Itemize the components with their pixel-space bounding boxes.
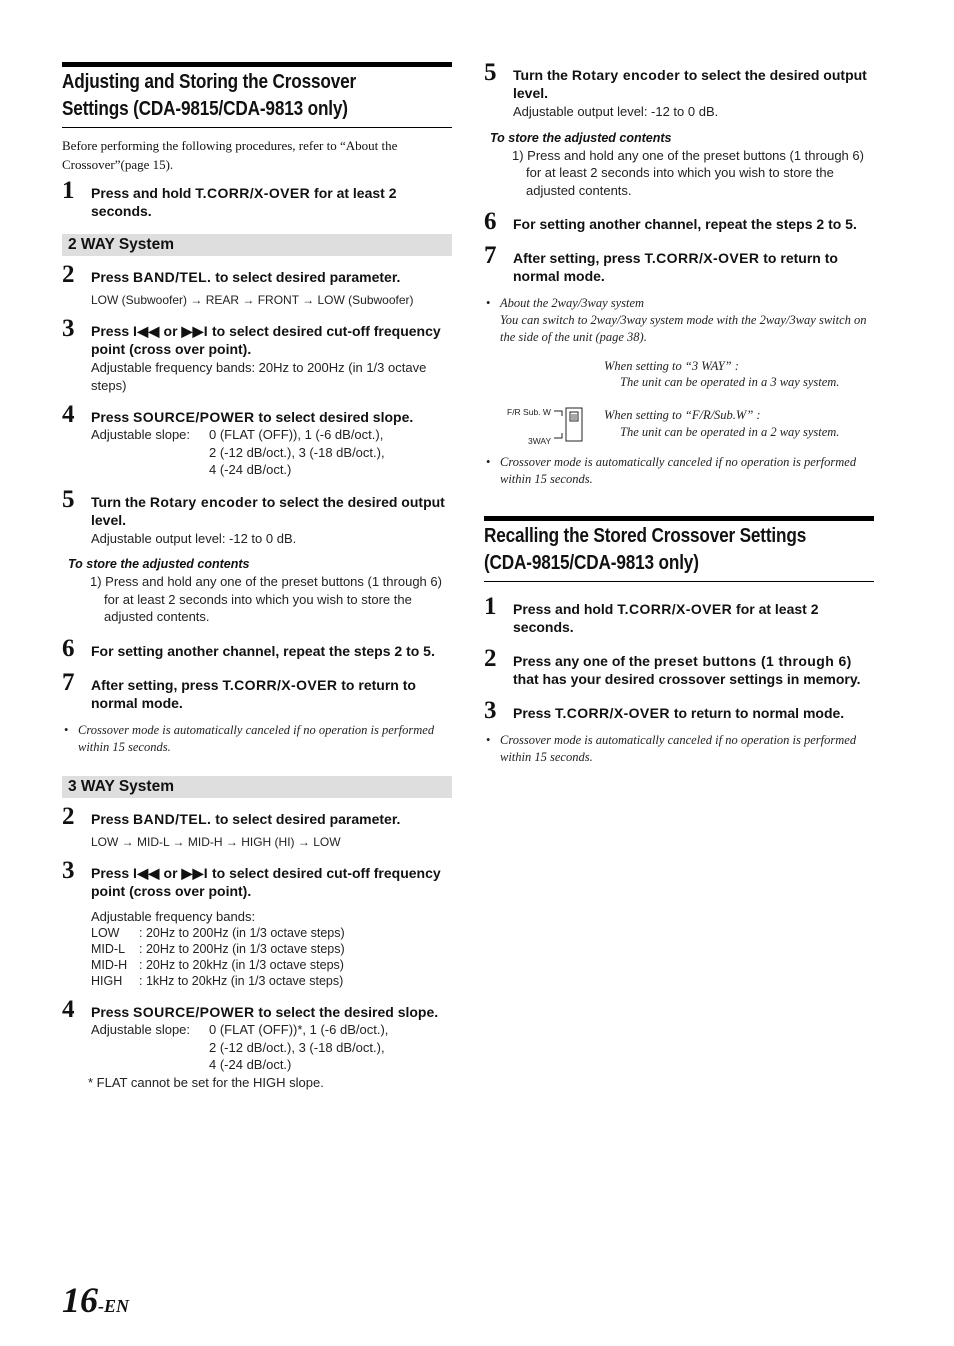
switch-diagram — [484, 358, 874, 446]
recall-step-2 — [484, 645, 874, 688]
band-row — [91, 973, 452, 989]
key-name: T.CORR/X-OVER — [195, 185, 311, 201]
step-text: Press any one of the — [513, 653, 654, 669]
step-text: Press — [91, 409, 134, 425]
step-text: that has your desired crossover settings in memory. — [513, 671, 861, 687]
key-name: T.CORR/X-OVER — [644, 250, 760, 266]
page-number-suffix: -EN — [98, 1296, 129, 1316]
diagram-text: The unit can be operated in a 2 way system. — [620, 425, 840, 439]
note-text: About the 2way/3way system — [500, 296, 645, 310]
band-name: HIGH — [91, 974, 123, 988]
slope-value: 4 (-24 dB/oct.) — [209, 462, 292, 477]
slope-label: Adjustable slope: — [91, 1022, 191, 1037]
note-text: Crossover mode is automatically canceled if no operation is performed within 15 seconds. — [500, 733, 857, 764]
band-range: : 1kHz to 20kHz (in 1/3 octave steps) — [139, 974, 344, 988]
step-number: 3 — [62, 315, 75, 342]
band-range: : 20Hz to 200Hz (in 1/3 octave steps) — [139, 942, 345, 956]
step-text: Press — [91, 1004, 134, 1020]
step-text: Press — [91, 269, 134, 285]
step-text: to select the desired output level. — [91, 493, 445, 528]
note-text: Crossover mode is automatically canceled if no operation is performed within 15 seconds. — [78, 722, 435, 754]
step-text: Press and hold — [91, 185, 196, 201]
note: • Crossover mode is automatically canceled if no operation is performed within 15 seconds. — [64, 722, 435, 754]
step-text: to select desired cut-off frequency point (cross over point). — [91, 323, 441, 357]
page-number — [62, 1278, 129, 1328]
diagram-text: When setting to “3 WAY” : — [604, 359, 739, 373]
key-name: SOURCE/POWER — [133, 409, 255, 425]
footnote: * FLAT cannot be set for the HIGH slope. — [88, 1074, 324, 1090]
step-text: Turn the — [513, 67, 572, 83]
step-text: to select the desired slope. — [254, 1004, 439, 1020]
about-note: • About the 2way/3way system You can switch to 2way/3way system mode with the 2way/3way switch on the side of the unit (page 38). — [484, 295, 874, 346]
store-heading: To store the adjusted contents — [490, 130, 672, 145]
note-text: You can switch to 2way/3way system mode with the 2way/3way switch on the side of the unit (page 38). — [500, 313, 867, 344]
key-name: Rotary encoder — [571, 67, 681, 83]
step-number: 6 — [484, 208, 497, 235]
band-name: MID-H — [91, 958, 128, 972]
key-name: SOURCE/POWER — [133, 1004, 255, 1020]
step-text: or — [159, 323, 182, 339]
step-text: to select desired cut-off frequency point (cross over point). — [91, 864, 441, 899]
step-number: 6 — [62, 634, 75, 662]
step-1 — [62, 177, 452, 220]
step-text: Turn the — [91, 493, 150, 510]
next-track-icon: ▶▶I — [181, 864, 209, 881]
band-name: LOW — [91, 926, 120, 940]
prev-track-icon: I◀◀ — [133, 323, 160, 339]
key-name: BAND/TEL. — [133, 810, 212, 827]
2way-step-3 — [62, 315, 452, 394]
slope-values — [91, 1021, 452, 1074]
step-detail: Adjustable frequency bands: 20Hz to 200Hz (in 1/3 octave steps) — [91, 360, 427, 393]
2way-step-6 — [62, 634, 452, 662]
step-number: 4 — [62, 401, 75, 428]
key-name: preset buttons (1 through 6) — [653, 653, 852, 669]
switch-icon — [552, 404, 588, 446]
band-row — [91, 941, 452, 957]
band-row — [91, 957, 452, 973]
3way-step-4 — [62, 996, 452, 1074]
step-text: Press — [513, 705, 556, 721]
band-row — [91, 925, 452, 941]
2way-step-4 — [62, 401, 452, 479]
step-number: 5 — [62, 485, 75, 513]
step-text: After setting, press — [91, 676, 223, 693]
key-name: T.CORR/X-OVER — [222, 676, 338, 693]
parameter-sequence: LOW → MID-L → MID-H → HIGH (HI) → LOW — [91, 834, 341, 849]
step-number: 2 — [484, 645, 497, 672]
step-text: for at least 2 seconds. — [91, 185, 397, 219]
key-name: BAND/TEL. — [133, 269, 212, 285]
2way-step-2 — [62, 261, 452, 308]
step-text: Press and hold — [513, 601, 618, 617]
right-step-5 — [484, 59, 874, 121]
section-title — [62, 62, 452, 128]
3way-step-2 — [62, 802, 452, 850]
step-text: to return to normal mode. — [513, 250, 838, 284]
switch-label-top: F/R Sub. W — [507, 407, 551, 417]
step-detail: Adjustable output level: -12 to 0 dB. — [513, 104, 719, 119]
title-line-1: Adjusting and Storing the Crossover — [62, 71, 357, 93]
step-number: 7 — [484, 242, 497, 269]
step-number: 2 — [62, 261, 75, 288]
step-number: 1 — [484, 593, 497, 620]
step-text: to select desired parameter. — [211, 269, 401, 285]
next-track-icon: ▶▶I — [181, 323, 209, 339]
step-text: to select the desired output level. — [513, 67, 867, 101]
intro-text: Before performing the following procedures, refer to “About the Crossover”(page 15). — [62, 138, 398, 172]
band-name: MID-L — [91, 942, 126, 956]
right-step-6 — [484, 208, 874, 235]
right-step-7 — [484, 242, 874, 285]
bands-label: Adjustable frequency bands: — [91, 908, 256, 924]
2way-step-5 — [62, 485, 452, 548]
step-text: Press — [91, 323, 134, 339]
step-text: or — [159, 864, 182, 881]
slope-values — [91, 426, 452, 479]
switch-label-bottom: 3WAY — [528, 436, 552, 446]
step-text: to select desired parameter. — [211, 810, 401, 827]
step-number: 3 — [484, 697, 497, 724]
note: • Crossover mode is automatically canceled if no operation is performed within 15 seconds. — [486, 455, 857, 486]
step-text: After setting, press — [513, 250, 645, 266]
left-column — [62, 62, 452, 1091]
slope-value: 4 (-24 dB/oct.) — [209, 1057, 292, 1072]
step-number: 2 — [62, 802, 75, 830]
store-heading: To store the adjusted contents — [68, 557, 250, 571]
bands-table — [91, 925, 452, 989]
right-column — [484, 59, 874, 766]
title-line-2: Settings (CDA-9815/CDA-9813 only) — [62, 98, 348, 120]
step-text: for at least 2 seconds. — [513, 601, 819, 635]
store-instructions: 1) Press and hold any one of the preset buttons (1 through 6) for at least 2 seconds into which you wish to store the adjusted contents. — [90, 574, 442, 624]
recall-step-3 — [484, 697, 874, 724]
step-number: 7 — [62, 668, 75, 696]
step-text: Press — [91, 864, 134, 881]
recall-step-1 — [484, 593, 874, 636]
prev-track-icon: I◀◀ — [133, 864, 160, 881]
subheading-2way: 2 WAY System — [62, 234, 452, 256]
step-number: 1 — [62, 177, 75, 204]
key-name: T.CORR/X-OVER — [555, 705, 670, 721]
key-name: T.CORR/X-OVER — [617, 601, 733, 617]
slope-value: 0 (FLAT (OFF))*, 1 (-6 dB/oct.), — [209, 1022, 389, 1037]
step-text: to select desired slope. — [254, 409, 414, 425]
title-line-2: (CDA-9815/CDA-9813 only) — [484, 552, 699, 574]
note-text: Crossover mode is automatically canceled if no operation is performed within 15 seconds. — [500, 455, 857, 486]
slope-label: Adjustable slope: — [91, 427, 191, 442]
step-text: to return to normal mode. — [91, 676, 416, 711]
step-text: For setting another channel, repeat the steps 2 to 5. — [513, 216, 857, 232]
diagram-text: When setting to “F/R/Sub.W” : — [604, 408, 761, 422]
section-title — [484, 516, 874, 582]
page-number-value: 16 — [62, 1280, 98, 1320]
band-range: : 20Hz to 20kHz (in 1/3 octave steps) — [139, 958, 344, 972]
step-text: to return to normal mode. — [669, 705, 845, 721]
2way-step-7 — [62, 668, 452, 712]
step-number: 4 — [62, 996, 75, 1023]
parameter-sequence: LOW (Subwoofer) → REAR → FRONT → LOW (Subwoofer) — [91, 293, 414, 307]
slope-value: 0 (FLAT (OFF)), 1 (-6 dB/oct.), — [209, 427, 384, 442]
step-detail: Adjustable output level: -12 to 0 dB. — [91, 530, 297, 546]
diagram-text: The unit can be operated in a 3 way system. — [620, 375, 840, 389]
slope-value: 2 (-12 dB/oct.), 3 (-18 dB/oct.), — [209, 444, 385, 460]
step-number: 5 — [484, 59, 497, 86]
step-text: Press — [91, 810, 134, 827]
step-text: For setting another channel, repeat the steps 2 to 5. — [91, 642, 435, 659]
3way-step-3 — [62, 856, 452, 990]
key-name: Rotary encoder — [149, 493, 259, 510]
slope-value: 2 (-12 dB/oct.), 3 (-18 dB/oct.), — [209, 1039, 385, 1055]
band-range: : 20Hz to 200Hz (in 1/3 octave steps) — [139, 926, 345, 940]
note: • Crossover mode is automatically canceled if no operation is performed within 15 seconds. — [486, 733, 857, 764]
subheading-3way: 3 WAY System — [62, 776, 452, 798]
store-instructions: 1) Press and hold any one of the preset buttons (1 through 6) for at least 2 seconds into which you wish to store the adjusted contents. — [512, 147, 864, 198]
title-line-1: Recalling the Stored Crossover Settings — [484, 525, 807, 547]
step-number: 3 — [62, 856, 75, 884]
